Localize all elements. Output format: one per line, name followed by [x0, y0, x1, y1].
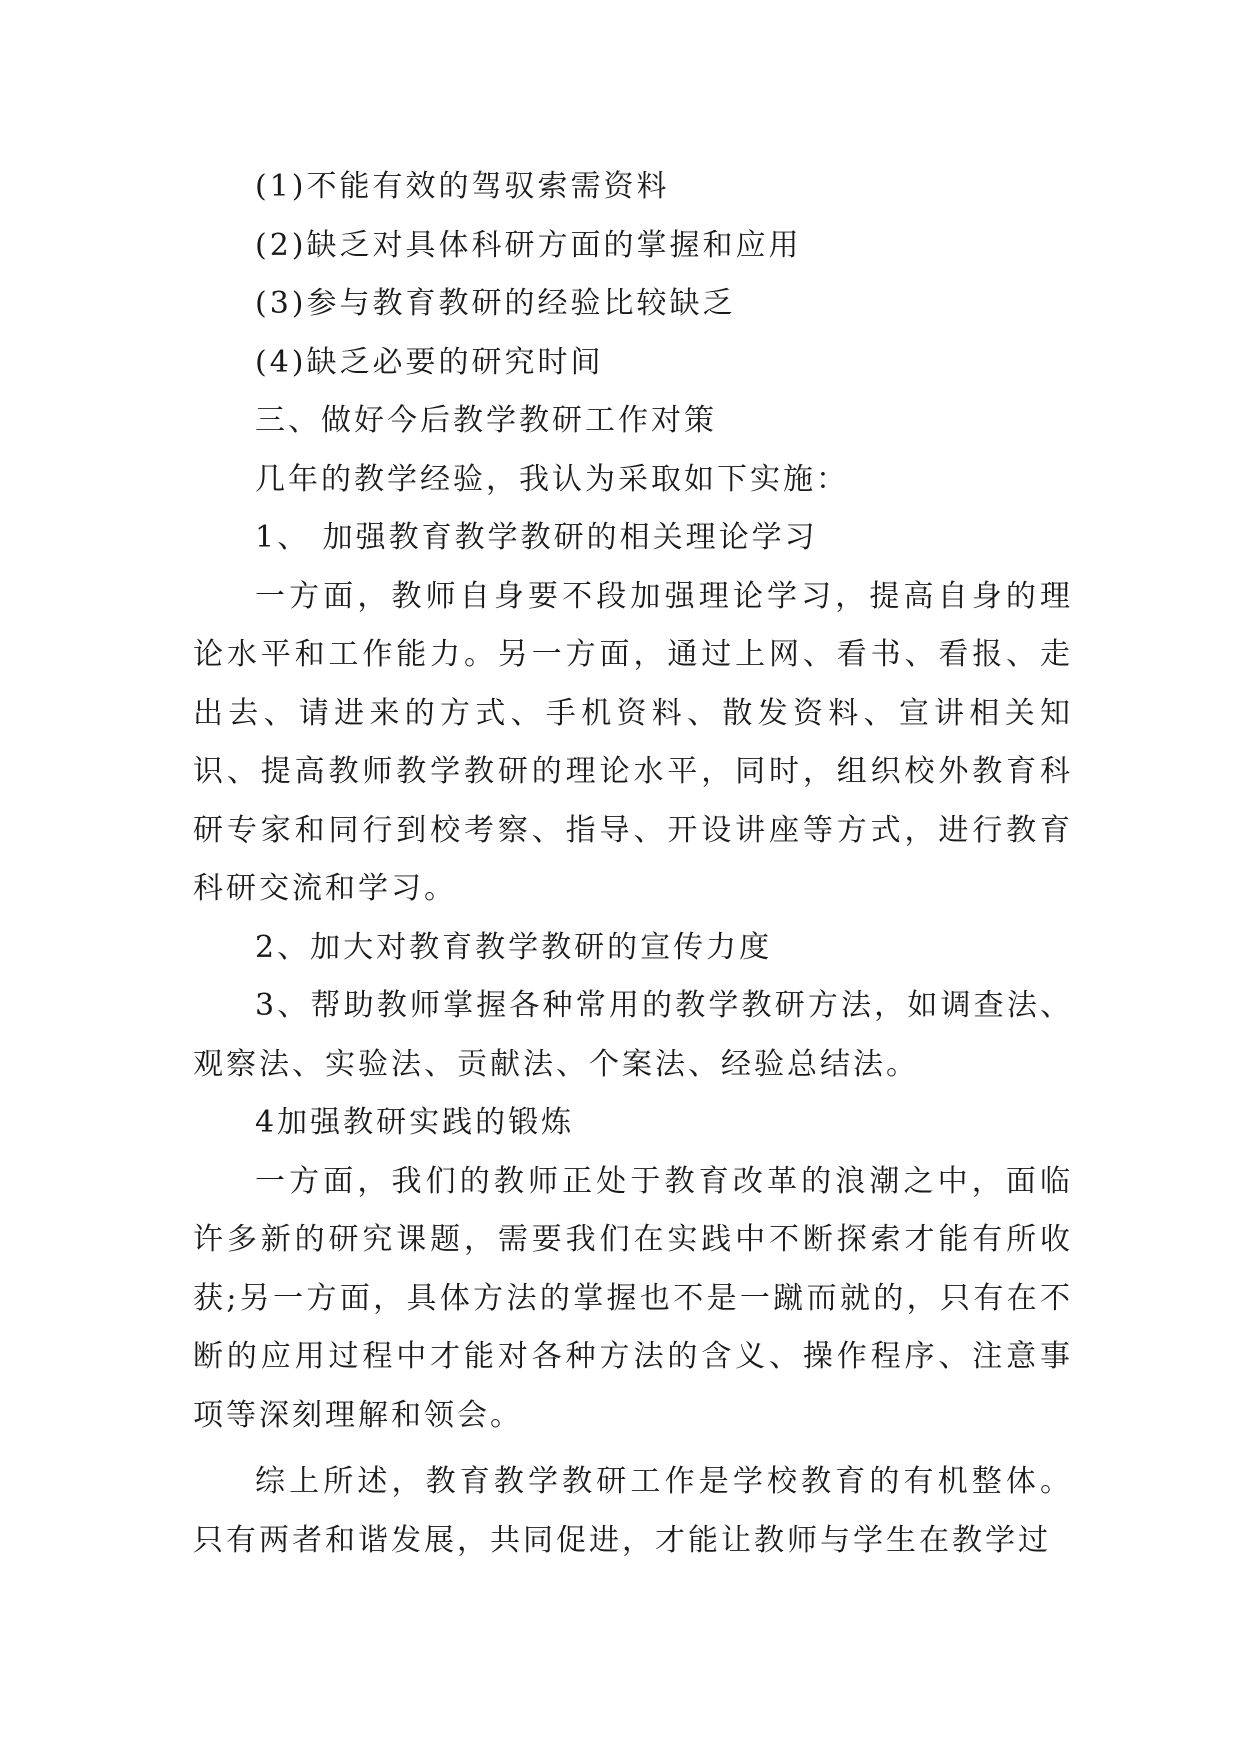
section-heading: 三、做好今后教学教研工作对策 — [255, 403, 717, 438]
subheading-3: 3、帮助教师掌握各种常用的教学教研方法，如调查法、观察法、实验法、贡献法、个案法、经验总结法。 — [193, 988, 1073, 1082]
paragraph-practice: 一方面，我们的教师正处于教育改革的浪潮之中，面临许多新的研究课题，需要我们在实践中不断探索才能有所收获;另一方面，具体方法的掌握也不是一蹴而就的，只有在不断的应用过程中才能对各种方法的含义、操作程序、注意事项等深刻理解和领会。 — [193, 1163, 1073, 1433]
subheading-1: 1、 加强教育教学教研的相关理论学习 — [255, 520, 818, 555]
subheading-2: 2、加大对教育教学教研的宣传力度 — [255, 929, 773, 965]
paragraph-theory: 一方面，教师自身要不段加强理论学习，提高自身的理论水平和工作能力。另一方面，通过上网、看书、看报、走出去、请进来的方式、手机资料、散发资料、宣讲相关知识、提高教师教学教研的理论水平，同时，组织校外教育科研专家和同行到校考察、指导、开设讲座等方式，进行教育科研交流和学习。 — [193, 578, 1073, 906]
document-body — [193, 158, 1073, 1570]
subheading-4: 4加强教研实践的锻炼 — [255, 1105, 575, 1140]
list-item-4: (4)缺乏必要的研究时间 — [255, 344, 604, 380]
list-item-2: (2)缺乏对具体科研方面的掌握和应用 — [255, 227, 802, 263]
list-item-1: (1)不能有效的驾驭索需资料 — [255, 169, 670, 204]
list-item-3: (3)参与教育教研的经验比较缺乏 — [255, 286, 736, 321]
paragraph-summary: 综上所述，教育教学教研工作是学校教育的有机整体。只有两者和谐发展，共同促进，才能让教师与学生在教学过 — [193, 1464, 1073, 1558]
intro-paragraph: 几年的教学经验，我认为采取如下实施： — [255, 461, 849, 497]
